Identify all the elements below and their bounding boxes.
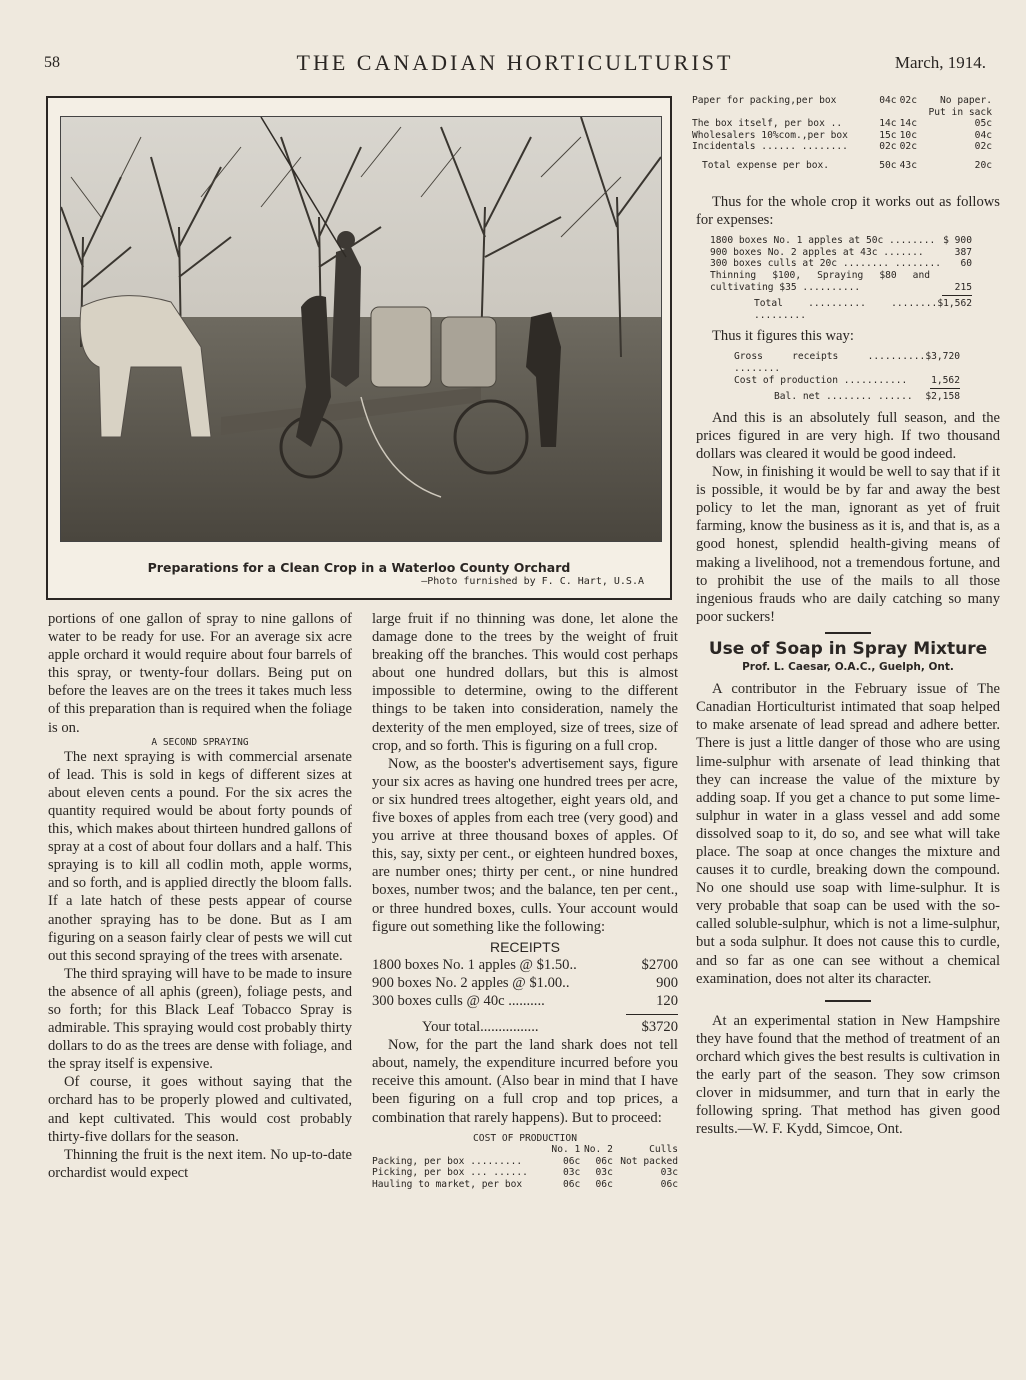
cost-total-row [692, 153, 992, 172]
cost-row [372, 1167, 678, 1179]
figure-caption: Preparations for a Clean Crop in a Waterloo County Orchard [147, 560, 571, 575]
cost-cell: 06c [562, 1155, 581, 1167]
cost-cell: 02c [899, 95, 917, 106]
paragraph: The third spraying will have to be made to insure the absence of all aphis (green), foliage pests, and so forth; for this Black Leaf Tobacco Spray is admirable. This spraying would cost probably thirty dollars to do as the trees are dense with foliage, and the spray itself is expensive. [48, 965, 352, 1073]
cost-cell: 10c [899, 129, 917, 141]
summary-row [734, 351, 960, 374]
paragraph: At an experimental station in New Hampshire they have found that the method of treatment of an orchard which gives the best results is cultivation in the early part of the season. They sow crimson clover in midsummer, and turn that in early the following spring. That method has given good results.—W. F. Kydd, Simcoe, Ont. [696, 1012, 1000, 1138]
paragraph: A contributor in the February issue of The Canadian Horticulturist intimated that soap helped to make arsenate of lead spread and adhere better. There is just a little danger of those who are using lime-sulphur with arsenate of lead thinking that they can increase the value of the mixture by adding soap. If you get a chance to put some lime-sulphur in water in a glass vessel and add some dissolved soap to it, do so, and see what will take place. The soap at once changes the mixture and causes it to curdle, breaking down the compound. No one should use soap with lime-sulphur. It is very probable that soap can be used with the so-called soluble-sulphur, which is not a lime-sulphur, but a soda sulphur. It does not cause this to curdle, and so far as one can see without a chemical examination, does not alter its character. [696, 681, 1000, 987]
expense-amount: 60 [960, 258, 972, 270]
article-title: Use of Soap in Spray Mixture [708, 638, 988, 659]
cost-row [692, 118, 992, 130]
issue-date: March, 1914. [894, 53, 986, 72]
expense-amount: 215 [954, 281, 972, 293]
paragraph: portions of one gallon of spray to nine gallons of water to be ready for use. For an average six acre apple orchard it would require about four barrels of this spray, or twenty-four dollars. Being put on before the leaves are on the trees it takes much less of this preparation than is required when the foliage is on. [48, 611, 352, 736]
expense-row [710, 247, 972, 259]
cost-cell: Paper for packing,per box [692, 95, 837, 106]
receipt-row [372, 956, 678, 974]
figure [46, 96, 672, 600]
section-divider [825, 1000, 871, 1002]
paragraph: large fruit if no thinning was done, let alone the damage done to the trees by the weight of fruit breaking off the branches. This would cost perhaps about one hundred dollars, but this is almost impossible to determine, owing to the different things to be taken into consideration, namely the dexterity of the men employed, size of trees, size of crop, and so forth. This is figuring on a full crop. [372, 611, 678, 754]
cost-cell: Incidentals ...... ........ [692, 141, 848, 153]
column-1 [48, 610, 352, 1182]
publication-title: THE CANADIAN HORTICULTURIST [296, 50, 734, 75]
cost-cell [876, 107, 896, 119]
summary-label: Gross receipts .......... ........ [734, 351, 926, 375]
cost-total-cell: 20c [974, 159, 992, 171]
total-rule [626, 1014, 678, 1015]
page-number: 58 [44, 54, 60, 71]
cost-col-header [372, 1144, 548, 1156]
expense-row [710, 235, 972, 247]
cost-cell: 02c [879, 141, 897, 153]
cost-cell: 06c [562, 1179, 581, 1190]
receipt-amount: 120 [656, 992, 678, 1009]
cost-col-header: Culls [649, 1144, 678, 1156]
expense-amount: 387 [954, 246, 972, 258]
cost-row [692, 107, 992, 119]
summary-list [734, 351, 960, 402]
cost-cell: 15c [879, 129, 897, 141]
net-label: Bal. net ........ ...... [774, 391, 913, 403]
expense-label: 300 boxes culls at 20c ........ ........ [710, 258, 942, 270]
expense-row [710, 258, 972, 270]
receipt-label: 1800 boxes No. 1 apples @ $1.50.. [372, 956, 577, 973]
cost-cell: 05c [974, 118, 992, 130]
column-3 [696, 193, 1000, 1138]
cost-cell: 03c [562, 1167, 581, 1179]
cost-total-cell: 43c [899, 159, 917, 171]
expense-label: Thinning $100, Spraying $80 and cultivating $35 .......... [710, 269, 930, 293]
cost-cell: 14c [879, 118, 897, 130]
total-rule [930, 388, 960, 389]
summary-amount: $3,720 [925, 351, 960, 363]
expense-amount: $ 900 [943, 235, 972, 247]
expense-label: 1800 boxes No. 1 apples at 50c ........ [710, 235, 936, 247]
paragraph: And this is an absolutely full season, and the prices figured in are very high. If two thousand dollars was cleared it would be good indeed. [696, 409, 1000, 462]
cost-cell: 04c [974, 129, 992, 141]
receipt-total-row [372, 1018, 678, 1036]
paragraph: Now, for the part the land shark does not tell about, namely, the expenditure incurred before you receive this amount. (Also bear in mind that I have been figuring on a full crop and top prices, a combination that rarely happens). But to proceed: [372, 1037, 678, 1126]
paragraph: Now, as the booster's advertisement says, figure your six acres as having one hundred trees per acre, or six hundred trees altogether, eight years old, and five boxes of apples from each tree (very good) and you arrive at three thousand boxes of apples. Of this, say, sixty per cent., or eighteen hundred boxes, are number ones; thirty per cent., or nine hundred boxes, number twos; and the balance, ten per cent., or three hundred boxes, culls. Your account would figure out something like the following: [372, 755, 678, 935]
cost-cell: Not packed [620, 1155, 678, 1167]
cost-cell: 02c [899, 141, 917, 153]
total-rule [942, 295, 972, 296]
cost-cell: Hauling to market, per box [372, 1179, 523, 1190]
cost-cell [897, 107, 917, 119]
cost-cell: Picking, per box ... ...... [372, 1167, 528, 1179]
paragraph: Of course, it goes without saying that the orchard has to be properly plowed and cultivated, and kept cultivated. This would cost probably thirty-five dollars for the season. [48, 1074, 352, 1145]
receipt-amount: $2700 [641, 956, 678, 973]
cost-table-header [372, 1144, 678, 1156]
paragraph: Thus for the whole crop it works out as follows for expenses: [696, 194, 1000, 229]
cost-cell [692, 107, 876, 119]
cost-col-header: No. 2 [583, 1144, 613, 1156]
receipt-total-amount: $3720 [641, 1019, 678, 1036]
cost-table-continued [692, 95, 992, 172]
receipts-heading: RECEIPTS [489, 938, 560, 955]
receipts-list [372, 956, 678, 1036]
cost-cell: 06c [595, 1155, 613, 1167]
cost-cell: 04c [879, 95, 897, 106]
cost-row [372, 1179, 678, 1191]
cost-row [692, 95, 992, 107]
cost-heading: COST OF PRODUCTION [473, 1132, 577, 1144]
cost-total-label: Total expense per box. [702, 159, 830, 171]
receipt-row [372, 974, 678, 992]
net-row [734, 391, 960, 403]
receipt-row [372, 992, 678, 1010]
cost-cell: Put in sack [928, 106, 992, 118]
column-2 [372, 610, 678, 1191]
cost-cell: Packing, per box ......... [372, 1155, 523, 1167]
paragraph: Thinning the fruit is the next item. No up-to-date orchardist would expect [48, 1146, 352, 1181]
cost-cell: The box itself, per box .. [692, 118, 843, 130]
net-amount: $2,158 [925, 391, 960, 403]
cost-cell: 06c [595, 1179, 613, 1190]
expenses-list [710, 235, 972, 321]
summary-label: Cost of production ........... [734, 374, 908, 386]
cost-row [692, 130, 992, 142]
paragraph: Now, in finishing it would be well to say that if it is possible, it would be by far and away the best policy to let the man, ignorant as yet of fruit farming, know the business as it is, and that is, as a good honest, splendid health-giving means of making a livelihood, not a tremendous fortune, and to prohibit the use of the mails to all those ingenious frauds who are daily catching so many poor suckers! [696, 464, 1000, 625]
expenses-total-amount: $1,562 [937, 298, 972, 310]
expense-label: 900 boxes No. 2 apples at 43c ....... [710, 246, 924, 258]
cost-cell: 03c [595, 1167, 613, 1179]
orchard-photo [60, 116, 662, 542]
page-header [44, 50, 986, 80]
section-subheading: A SECOND SPRAYING [151, 736, 249, 748]
cost-cell: 06c [660, 1179, 678, 1190]
cost-table [372, 1144, 678, 1190]
cost-cell: 03c [660, 1167, 678, 1179]
paragraph: Thus it figures this way: [712, 328, 854, 345]
cost-cell: No paper. [940, 95, 992, 106]
article-byline: Prof. L. Caesar, O.A.C., Guelph, Ont. [742, 661, 954, 674]
cost-cell: Wholesalers 10%com.,per box [692, 129, 848, 141]
expense-row [710, 270, 972, 293]
photo-credit: —Photo furnished by F. C. Hart, U.S.A [421, 576, 644, 587]
receipt-total-label: Your total................ [422, 1019, 539, 1036]
cost-col-header: No. 1 [551, 1144, 581, 1156]
summary-amount: 1,562 [931, 374, 960, 386]
expenses-total-row [710, 298, 972, 321]
receipt-label: 300 boxes culls @ 40c .......... [372, 992, 545, 1009]
expenses-total-label: Total .......... ........ ......... [754, 298, 938, 321]
cost-cell: 14c [899, 118, 917, 130]
section-divider [825, 632, 871, 634]
cost-table-continued-body [692, 95, 992, 172]
receipt-label: 900 boxes No. 2 apples @ $1.00.. [372, 974, 570, 991]
receipt-amount: 900 [656, 974, 678, 991]
orchard-photo-illustration [61, 117, 661, 541]
paragraph: The next spraying is with commercial arsenate of lead. This is sold in kegs of different sizes at about eleven cents a pound. For the six acres the quantity required would be about forty pounds of this, which makes about thirteen hundred gallons of spray at a cost of about four dollars and a half. This spraying is to kill all codlin moth, apple worms, and so forth, and is applied directly the bloom falls. If a late hatch of these pests appear of course another spraying has to be done. But as I am figuring on a season fairly clear of pests we will cut out this second spraying of the trees with arsenate. [48, 748, 352, 964]
cost-row [372, 1156, 678, 1168]
cost-total-cell: 50c [879, 159, 897, 171]
cost-cell: 02c [974, 141, 992, 153]
cost-row [692, 141, 992, 153]
summary-row [734, 375, 960, 387]
